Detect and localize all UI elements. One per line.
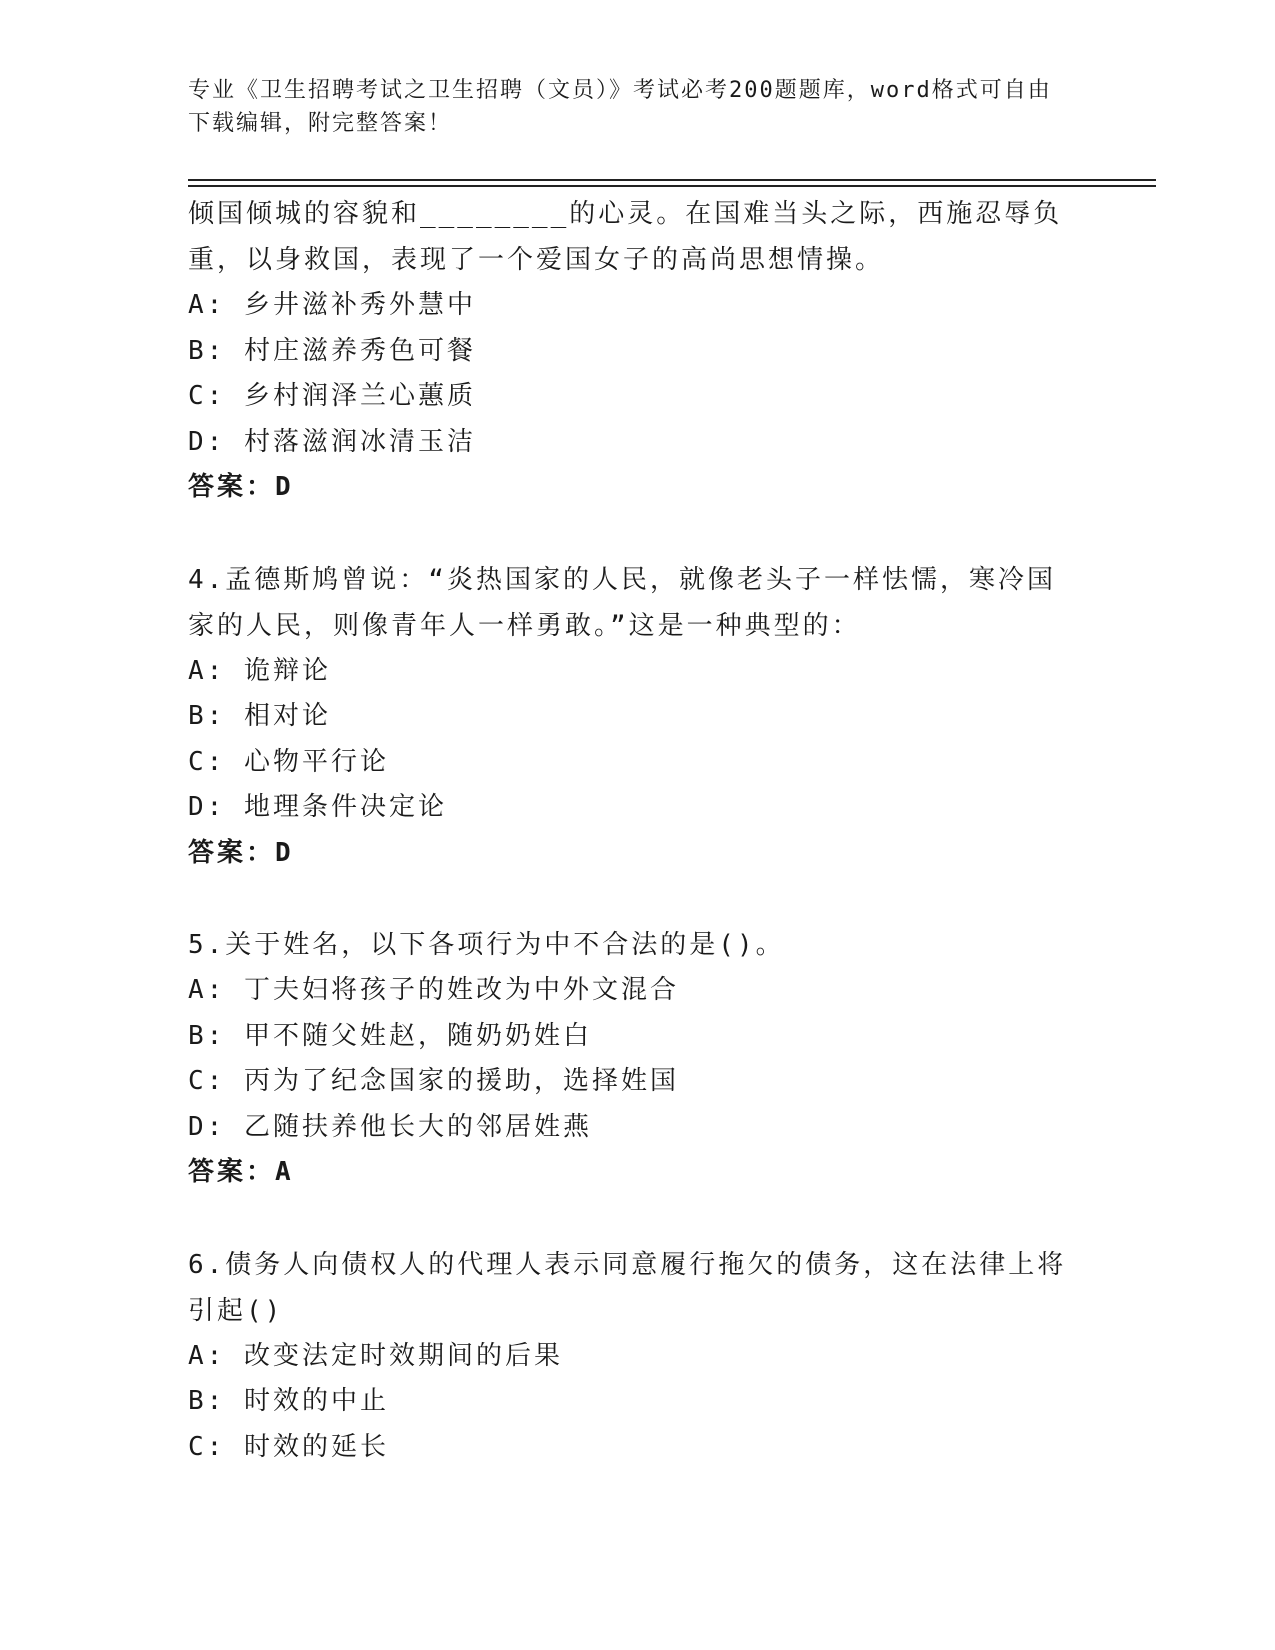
option-a: A: 乡井滋补秀外慧中 xyxy=(188,290,476,320)
option-c: C: 丙为了纪念国家的援助，选择姓国 xyxy=(188,1066,679,1096)
question-item xyxy=(188,557,1068,877)
option-b: B: 相对论 xyxy=(188,701,331,731)
question-text: 5.关于姓名，以下各项行为中不合法的是()。 xyxy=(188,930,785,960)
option-d: D: 村落滋润冰清玉洁 xyxy=(188,426,476,457)
option-a: A: 诡辩论 xyxy=(188,655,331,686)
option-a: A: 丁夫妇将孩子的姓改为中外文混合 xyxy=(188,975,679,1005)
option-b: B: 时效的中止 xyxy=(188,1386,389,1416)
option-d: D: 地理条件决定论 xyxy=(188,792,447,822)
question-text: 6.债务人向债权人的代理人表示同意履行拖欠的债务，这在法律上将引起() xyxy=(188,1249,1067,1326)
question-item xyxy=(188,191,1068,511)
option-c: C: 心物平行论 xyxy=(188,746,389,777)
answer-line: 答案：A xyxy=(188,1157,294,1187)
option-c: C: 时效的延长 xyxy=(188,1431,389,1462)
option-d: D: 乙随扶养他长大的邻居姓燕 xyxy=(188,1111,592,1142)
question-text: 倾国倾城的容貌和________的心灵。在国难当头之际，西施忍辱负重，以身救国，表现了一个爱国女子的高尚思想情操。 xyxy=(188,199,1063,275)
document-header: 专业《卫生招聘考试之卫生招聘（文员）》考试必考200题题库，word格式可自由下载编辑，附完整答案！ xyxy=(188,78,1052,136)
answer-line: 答案：D xyxy=(188,472,294,502)
answer-line: 答案：D xyxy=(188,837,294,868)
option-b: B: 村庄滋养秀色可餐 xyxy=(188,335,476,366)
question-list xyxy=(188,191,1068,1470)
header-divider-bottom xyxy=(188,185,1156,187)
header-divider-top xyxy=(188,179,1156,181)
option-a: A: 改变法定时效期间的后果 xyxy=(188,1340,563,1371)
question-item xyxy=(188,922,1068,1196)
option-b: B: 甲不随父姓赵，随奶奶姓白 xyxy=(188,1020,592,1051)
question-text: 4.孟德斯鸠曾说：“炎热国家的人民，就像老头子一样怯懦，寒冷国家的人民，则像青年人一样勇敢。”这是一种典型的： xyxy=(188,564,1056,641)
question-item xyxy=(188,1242,1068,1471)
option-c: C: 乡村润泽兰心蕙质 xyxy=(188,381,476,411)
